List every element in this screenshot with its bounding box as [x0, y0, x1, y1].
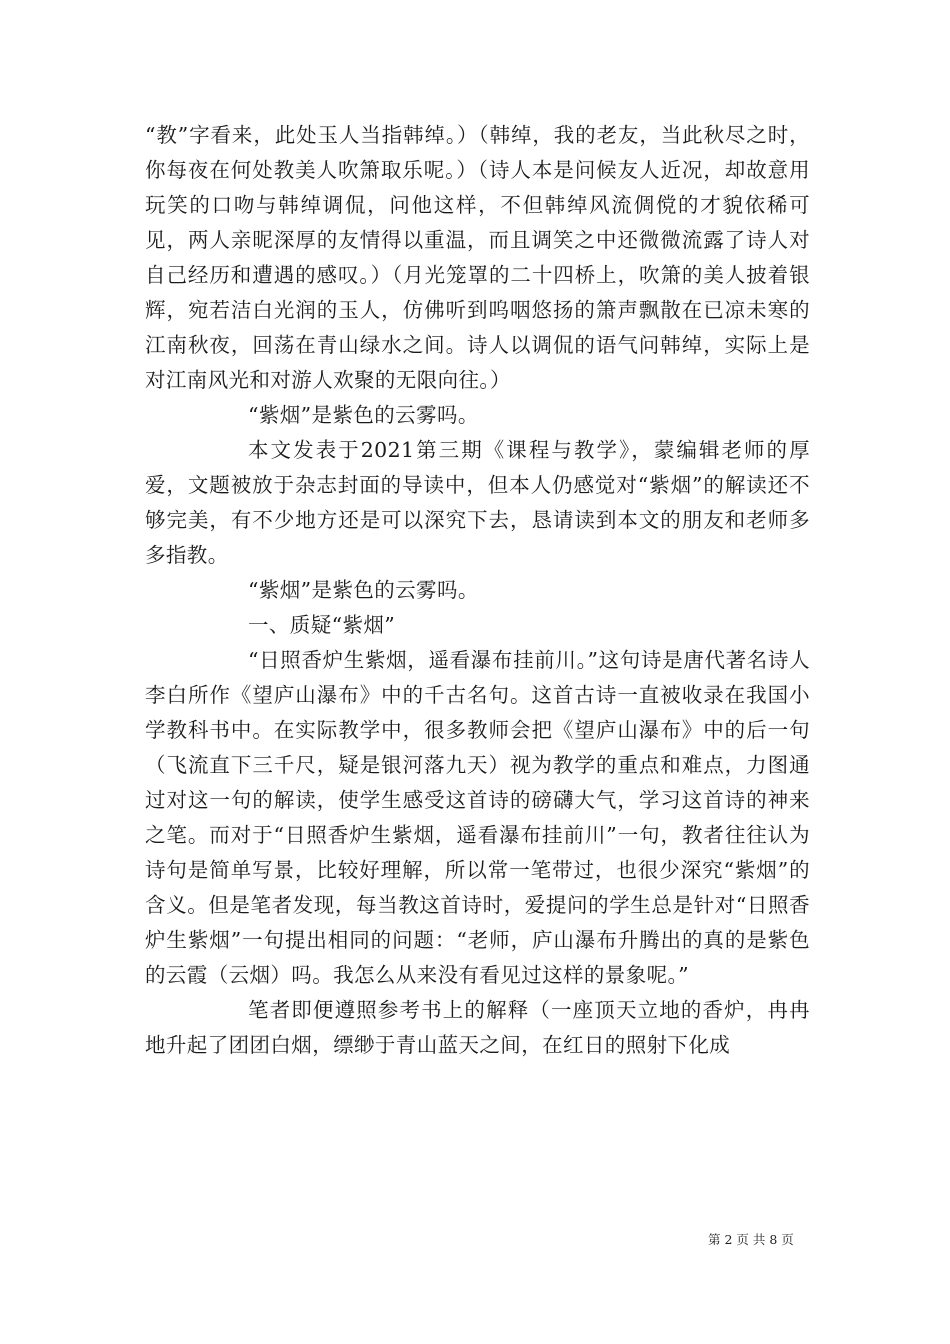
paragraph-poem-commentary: “教”字看来，此处玉人当指韩绰。）（韩绰，我的老友，当此秋尽之时，你每夜在何处教美人吹箫取乐呢。）（诗人本是问候友人近况，却故意用玩笑的口吻与韩绰调侃，问他这样，不但韩绰风流倜傥的才貌依稀可见，两人亲昵深厚的友情得以重温，而且调笑之中还微微流露了诗人对自己经历和遭遇的感叹。）（月光笼罩的二十四桥上，吹箫的美人披着银辉，宛若洁白光润的玉人，仿佛听到呜咽悠扬的箫声飘散在已凉未寒的江南秋夜，回荡在青山绿水之间。诗人以调侃的语气问韩绰，实际上是对江南风光和对游人欢聚的无限向往。） — [145, 123, 810, 392]
article-heading: “紫烟”是紫色的云雾吗。 — [248, 403, 479, 427]
paragraph-reference-explanation: 笔者即便遵照参考书上的解释（一座顶天立地的香炉，冉冉地升起了团团白烟，缥缈于青山蓝天之间，在红日的照射下化成 — [145, 998, 810, 1057]
document-body — [145, 118, 810, 1063]
page-number: 第 2 页 共 8 页 — [708, 1232, 794, 1247]
paragraph-question-ziyan: “日照香炉生紫烟，遥看瀑布挂前川。”这句诗是唐代著名诗人李白所作《望庐山瀑布》中的千古名句。这首古诗一直被收录在我国小学教科书中。在实际教学中，很多教师会把《望庐山瀑布》中的后一句（飞流直下三千尺，疑是银河落九天）视为教学的重点和难点，力图通过对这一句的解读，使学生感受这首诗的磅礴大气，学习这首诗的神来之笔。而对于“日照香炉生紫烟，遥看瀑布挂前川”一句，教者往往认为诗句是简单写景，比较好理解，所以常一笔带过，也很少深究“紫烟”的含义。但是笔者发现，每当教这首诗时，爱提问的学生总是针对“日照香炉生紫烟”一句提出相同的问题：“老师，庐山瀑布升腾出的真的是紫色的云霞（云烟）吗。我怎么从来没有看见过这样的景象呢。” — [145, 648, 810, 987]
article-title: “紫烟”是紫色的云雾吗。 — [248, 578, 479, 602]
paragraph-publication-note: 本文发表于2021第三期《课程与教学》，蒙编辑老师的厚爱，文题被放于杂志封面的导读中，但本人仍感觉对“紫烟”的解读还不够完美，有不少地方还是可以深究下去，恳请读到本文的朋友和老师多多指教。 — [145, 438, 810, 567]
section-heading: 一、质疑“紫烟” — [248, 613, 396, 637]
